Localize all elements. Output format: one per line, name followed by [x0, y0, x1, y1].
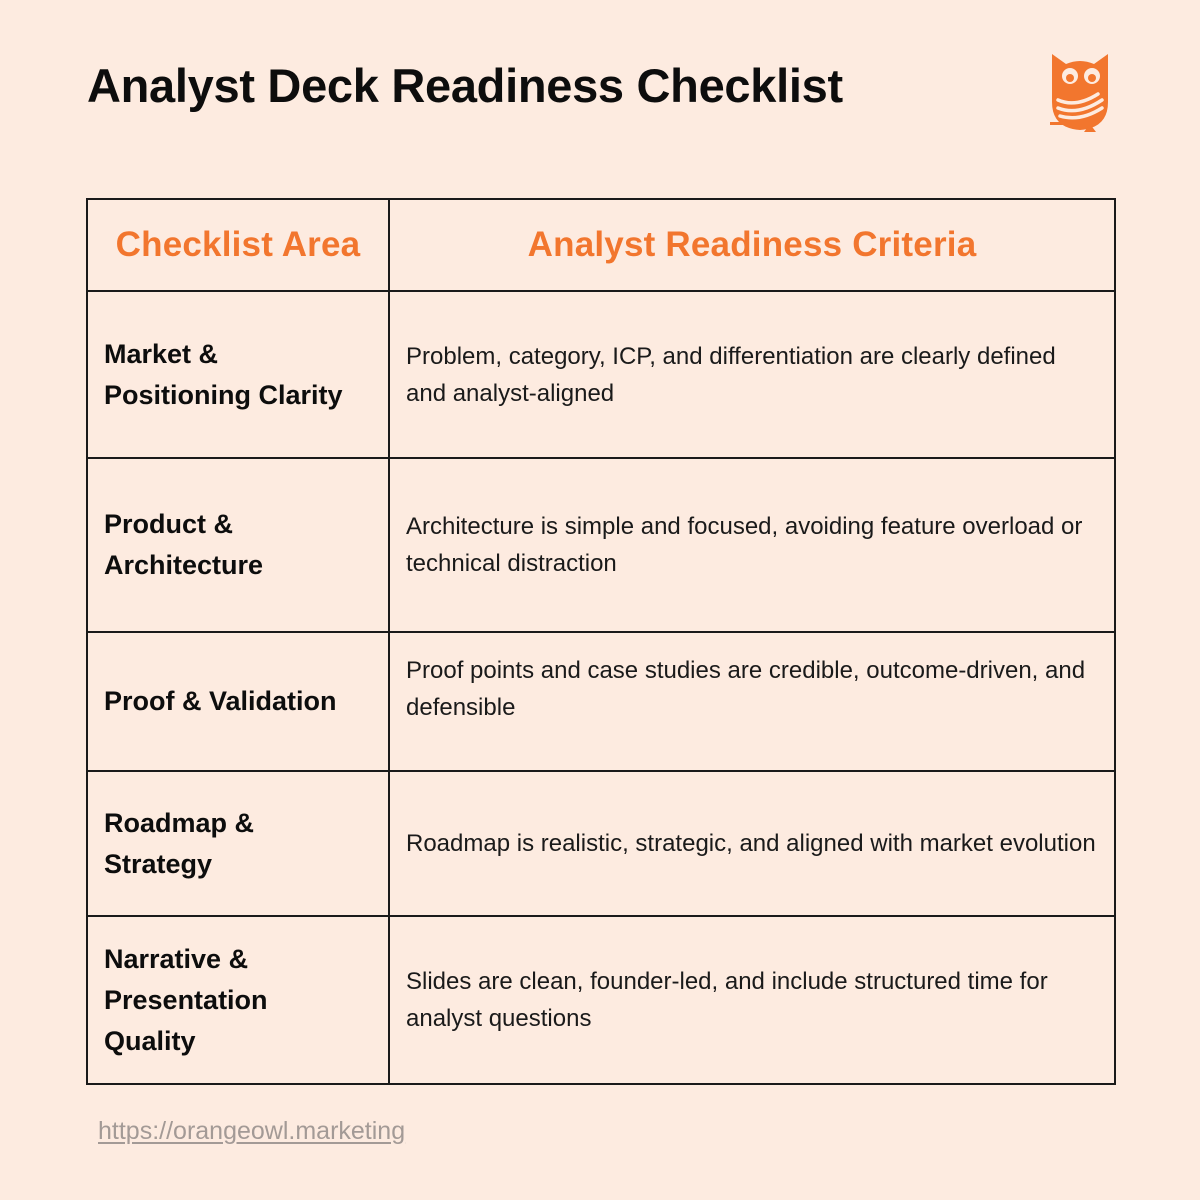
- area-cell: [87, 291, 389, 458]
- area-label: Roadmap & Strategy: [104, 807, 255, 879]
- criteria-cell: Problem, category, ICP, and differentiation are clearly defined and analyst-aligned: [389, 291, 1115, 458]
- criteria-cell: Architecture is simple and focused, avoiding feature overload or technical distraction: [389, 458, 1115, 632]
- table-row: [87, 771, 1115, 916]
- criteria-text: Proof points and case studies are credible, outcome-driven, and defensible: [406, 656, 1086, 721]
- area-label: Market & Positioning Clarity: [104, 338, 343, 410]
- table-row: [87, 916, 1115, 1084]
- column-header-checklist-area: Checklist Area: [87, 199, 389, 291]
- page-title: Analyst Deck Readiness Checklist: [87, 59, 843, 112]
- column-header-readiness-criteria: Analyst Readiness Criteria: [389, 199, 1115, 291]
- criteria-cell: Roadmap is realistic, strategic, and aligned with market evolution: [389, 771, 1115, 916]
- criteria-cell: Slides are clean, founder-led, and include structured time for analyst questions: [389, 916, 1115, 1084]
- orange-owl-logo-icon: [1046, 50, 1114, 136]
- area-label: Proof & Validation: [104, 686, 337, 716]
- area-cell: [87, 916, 389, 1084]
- criteria-cell: [389, 632, 1115, 771]
- website-link[interactable]: https://orangeowl.marketing: [98, 1117, 406, 1145]
- area-label: Narrative & Presentation Quality: [104, 943, 268, 1056]
- table-header-row: [87, 199, 1115, 291]
- table-row: [87, 291, 1115, 458]
- area-label: Product & Architecture: [104, 509, 264, 580]
- area-cell: [87, 458, 389, 632]
- table-row: [87, 458, 1115, 632]
- area-cell: [87, 771, 389, 916]
- checklist-table: [86, 198, 1116, 1085]
- table-row: [87, 632, 1115, 771]
- area-cell: [87, 632, 389, 771]
